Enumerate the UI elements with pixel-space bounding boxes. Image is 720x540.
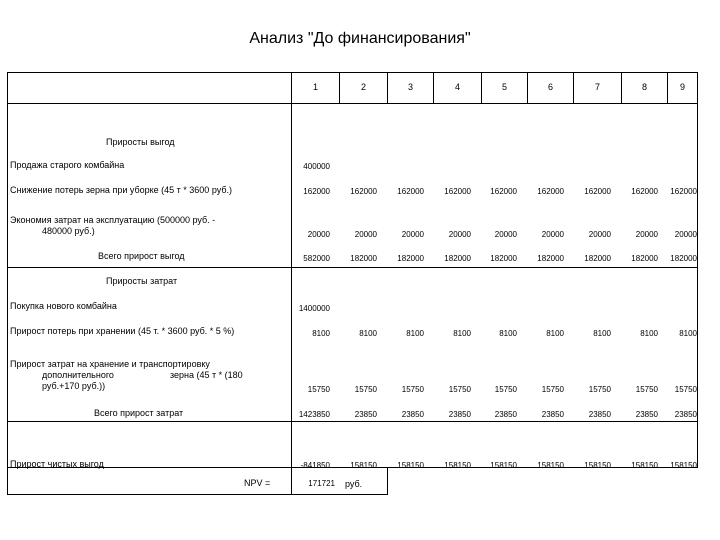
- cell-total-costs-2: 23850: [354, 410, 377, 419]
- cell-net-gains-2: 158150: [350, 461, 377, 470]
- column-header: 9: [679, 82, 685, 92]
- row-label-operating-savings-cont: 480000 руб.): [42, 226, 95, 236]
- cell-total-costs-7: 23850: [588, 410, 611, 419]
- column-header: 1: [312, 82, 318, 92]
- cell-operating-savings-4: 20000: [448, 230, 471, 239]
- row-divider: [8, 267, 697, 268]
- section-header-gains: Приросты выгод: [106, 137, 175, 147]
- cell-storage-losses-6: 8100: [546, 329, 564, 338]
- cell-total-gains-5: 182000: [490, 254, 517, 263]
- row-label-total-gains: Всего прирост выгод: [98, 251, 185, 261]
- cell-total-costs-5: 23850: [494, 410, 517, 419]
- cell-operating-savings-5: 20000: [494, 230, 517, 239]
- cell-loss-reduction-8: 162000: [631, 187, 658, 196]
- cell-net-gains-1: -841850: [300, 461, 330, 470]
- cell-net-gains-8: 158150: [631, 461, 658, 470]
- cell-total-gains-6: 182000: [537, 254, 564, 263]
- cell-total-gains-3: 182000: [397, 254, 424, 263]
- row-label-storage-transport-cont: руб.+170 руб.)): [42, 381, 106, 391]
- cell-total-costs-4: 23850: [448, 410, 471, 419]
- npv-box: [7, 468, 388, 495]
- cell-net-gains-5: 158150: [490, 461, 517, 470]
- cell-storage-transport-7: 15750: [588, 385, 611, 394]
- column-header: 3: [407, 82, 413, 92]
- cell-storage-transport-2: 15750: [354, 385, 377, 394]
- cell-storage-losses-2: 8100: [359, 329, 377, 338]
- row-label-new-combine: Покупка нового комбайна: [10, 301, 117, 311]
- cell-storage-transport-1: 15750: [307, 385, 330, 394]
- cell-total-gains-1: 582000: [303, 254, 330, 263]
- row-label-loss-reduction: Снижение потерь зерна при уборке (45 т * 3600 руб.): [10, 185, 232, 195]
- npv-unit: руб.: [345, 479, 363, 489]
- row-label-storage-transport-cont: зерна (45 т * (180: [170, 370, 243, 380]
- cell-storage-losses-8: 8100: [640, 329, 658, 338]
- cell-storage-transport-8: 15750: [635, 385, 658, 394]
- cell-loss-reduction-3: 162000: [397, 187, 424, 196]
- cell-total-costs-9: 23850: [674, 410, 697, 419]
- column-header: 8: [641, 82, 647, 92]
- npv-value: 171721: [308, 479, 335, 488]
- row-label-storage-transport-cont: дополнительного: [42, 370, 114, 380]
- column-header: 6: [547, 82, 553, 92]
- row-label-operating-savings: Экономия затрат на эксплуатацию (500000 руб. -: [10, 215, 216, 225]
- cell-storage-transport-4: 15750: [448, 385, 471, 394]
- section-header-costs: Приросты затрат: [106, 276, 178, 286]
- cell-storage-transport-6: 15750: [541, 385, 564, 394]
- cell-operating-savings-8: 20000: [635, 230, 658, 239]
- row-label-net-gains: Прирост чистых выгод: [10, 459, 104, 469]
- cell-storage-losses-4: 8100: [453, 329, 471, 338]
- cell-total-gains-2: 182000: [350, 254, 377, 263]
- cell-storage-transport-5: 15750: [494, 385, 517, 394]
- npv-label: NPV =: [244, 478, 271, 488]
- cell-loss-reduction-6: 162000: [537, 187, 564, 196]
- cell-old-combine-1: 400000: [303, 162, 330, 171]
- cell-loss-reduction-4: 162000: [444, 187, 471, 196]
- cell-net-gains-3: 158150: [397, 461, 424, 470]
- cell-operating-savings-9: 20000: [674, 230, 697, 239]
- row-label-storage-losses: Прирост потерь при хранении (45 т. * 3600 руб. * 5 %): [10, 326, 235, 336]
- cell-total-costs-6: 23850: [541, 410, 564, 419]
- column-divider: [291, 73, 292, 468]
- cell-operating-savings-3: 20000: [401, 230, 424, 239]
- page-title: Анализ "До финансирования": [249, 30, 471, 47]
- cell-storage-losses-1: 8100: [312, 329, 330, 338]
- cell-loss-reduction-9: 162000: [670, 187, 697, 196]
- cell-total-gains-9: 182000: [670, 254, 697, 263]
- cell-net-gains-7: 158150: [584, 461, 611, 470]
- column-header: 5: [501, 82, 507, 92]
- cell-storage-losses-9: 8100: [679, 329, 697, 338]
- cell-operating-savings-1: 20000: [307, 230, 330, 239]
- cell-total-costs-8: 23850: [635, 410, 658, 419]
- column-header: 7: [594, 82, 600, 92]
- analysis-table: [7, 72, 698, 468]
- cell-loss-reduction-5: 162000: [490, 187, 517, 196]
- cell-operating-savings-7: 20000: [588, 230, 611, 239]
- cell-net-gains-9: 158150: [670, 461, 697, 470]
- cell-total-gains-4: 182000: [444, 254, 471, 263]
- cell-total-costs-1: 1423850: [298, 410, 330, 419]
- cell-storage-losses-5: 8100: [499, 329, 517, 338]
- cell-storage-transport-9: 15750: [674, 385, 697, 394]
- cell-loss-reduction-2: 162000: [350, 187, 377, 196]
- cell-storage-losses-7: 8100: [593, 329, 611, 338]
- row-label-total-costs: Всего прирост затрат: [94, 408, 184, 418]
- cell-net-gains-6: 158150: [537, 461, 564, 470]
- row-label-storage-transport: Прирост затрат на хранение и транспортировку: [10, 359, 210, 369]
- row-divider: [8, 421, 697, 422]
- cell-storage-transport-3: 15750: [401, 385, 424, 394]
- cell-operating-savings-2: 20000: [354, 230, 377, 239]
- column-header: 4: [454, 82, 460, 92]
- row-divider: [8, 103, 697, 104]
- cell-new-combine-1: 1400000: [298, 304, 330, 313]
- cell-loss-reduction-7: 162000: [584, 187, 611, 196]
- cell-total-costs-3: 23850: [401, 410, 424, 419]
- cell-total-gains-7: 182000: [584, 254, 611, 263]
- row-label-old-combine: Продажа старого комбайна: [10, 160, 125, 170]
- column-divider: [291, 468, 292, 494]
- cell-storage-losses-3: 8100: [406, 329, 424, 338]
- column-header: 2: [360, 82, 366, 92]
- cell-total-gains-8: 182000: [631, 254, 658, 263]
- cell-loss-reduction-1: 162000: [303, 187, 330, 196]
- cell-operating-savings-6: 20000: [541, 230, 564, 239]
- cell-net-gains-4: 158150: [444, 461, 471, 470]
